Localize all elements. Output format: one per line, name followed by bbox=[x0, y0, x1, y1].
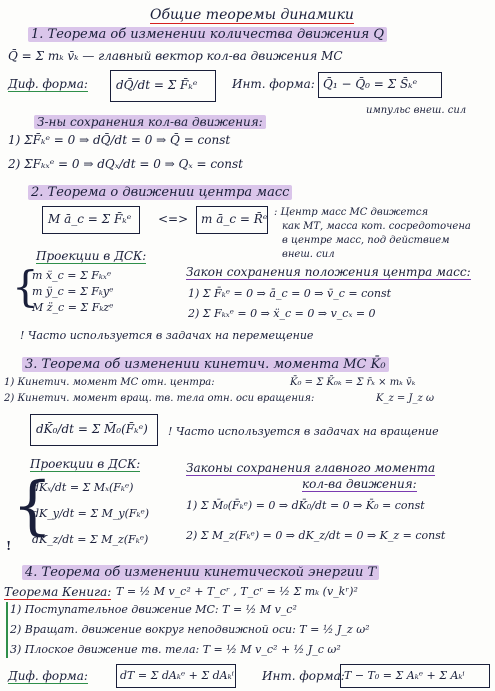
sec4-heading: 4. Теорема об изменении кинетической энергии T bbox=[22, 566, 379, 579]
sec3-law-heading: Законы сохранения главного момента bbox=[186, 461, 436, 475]
sec3-law-heading-2: кол-ва движения: bbox=[302, 477, 417, 491]
sec2-proj-y: m ÿ_c = Σ Fₖyᵉ bbox=[32, 285, 114, 298]
sec4-dif-label: Диф. форма: bbox=[8, 669, 88, 683]
sec3-law-2: 2) Σ M_z(Fₖᵉ) = 0 ⇒ dK_z/dt = 0 ⇒ K_z = const bbox=[186, 529, 446, 542]
sec2-note-3: в центре масс, под действием bbox=[282, 235, 450, 246]
sec2-note-1: : Центр масс МС движется bbox=[274, 207, 429, 218]
sec1-definition: Q̄ = Σ mₖ v̄ₖ — главный вектор кол-ва движения МС bbox=[8, 49, 343, 63]
sec2-proj-brace: { bbox=[12, 262, 39, 311]
sec4-int-label: Инт. форма: bbox=[262, 669, 345, 683]
sec4-koenig-formula: T = ½ M v_c² + T_cʳ , T_cʳ = ½ Σ mₖ (v_kʳ)² bbox=[116, 585, 358, 598]
sec3-proj-x: dKₓ/dt = Σ Mₓ(Fₖᵉ) bbox=[32, 481, 134, 494]
sec2-law-heading: Закон сохранения положения центра масс: bbox=[186, 265, 471, 279]
sec2-eq2: m ā_c = R̄ᵉ bbox=[201, 212, 268, 226]
sec4-int-formula: T − T₀ = Σ Aₖᵉ + Σ Aₖⁱ bbox=[344, 669, 465, 682]
sec4-case-1: 1) Поступательное движение МС: T = ½ M v_c² bbox=[10, 603, 297, 616]
sec2-law-1: 1) Σ F̄ₖᵉ = 0 ⇒ ā_c = 0 ⇒ v̄_c = const bbox=[188, 287, 392, 300]
sec3-def-1: 1) Кинетич. момент МС отн. центра: bbox=[4, 377, 215, 388]
sec3-def-2-formula: K_z = J_z ω bbox=[376, 393, 435, 404]
sec3-exclamation: ! bbox=[6, 539, 12, 553]
sec3-warning: ! Часто используется в задачах на вращение bbox=[168, 425, 439, 438]
sec3-proj-brace: { bbox=[12, 469, 53, 543]
sec1-dif-formula: dQ̄/dt = Σ F̄ₖᵉ bbox=[116, 78, 198, 92]
sec3-main-formula: dK̄₀/dt = Σ M̄₀(F̄ₖᵉ) bbox=[36, 422, 148, 436]
sec3-proj-z: dK_z/dt = Σ M_z(Fₖᵉ) bbox=[32, 533, 149, 546]
sec3-def-1-formula: K̄₀ = Σ K̄₀ₖ = Σ r̄ₖ × mₖ v̄ₖ bbox=[290, 377, 416, 388]
sec1-dif-label: Диф. форма: bbox=[8, 77, 88, 91]
sec1-cons-heading: З-ны сохранения кол-ва движения: bbox=[34, 116, 266, 128]
sec2-note-2: как МТ, масса кот. сосредоточена bbox=[282, 221, 471, 232]
page-title: Общие теоремы динамики bbox=[150, 7, 354, 23]
sec4-cases-bar bbox=[6, 602, 8, 658]
sec4-koenig-label: Теорема Кенига: bbox=[4, 585, 112, 599]
sec3-heading: 3. Теорема об изменении кинетич. момента МС K̄₀ bbox=[22, 358, 389, 371]
sec4-case-3: 3) Плоское движение тв. тела: T = ½ M v_c² + ½ J_c ω² bbox=[10, 643, 341, 656]
sec3-def-2: 2) Кинетич. момент вращ. тв. тела отн. оси вращения: bbox=[4, 393, 315, 404]
sec2-arrow: <=> bbox=[158, 212, 189, 226]
sec1-impulse-note: импульс внеш. сил bbox=[366, 105, 467, 116]
sec3-proj-heading: Проекции в ДСК: bbox=[30, 457, 141, 471]
sec3-law-1: 1) Σ M̄₀(F̄ₖᵉ) = 0 ⇒ dK̄₀/dt = 0 ⇒ K̄₀ = const bbox=[186, 499, 425, 512]
sec1-heading: 1. Теорема об изменении количества движения Q bbox=[28, 28, 387, 41]
sec2-law-2: 2) Σ Fₖₓᵉ = 0 ⇒ ẍ_c = 0 ⇒ v_cₓ = 0 bbox=[188, 307, 376, 320]
sec1-cons-1: 1) ΣF̄ₖᵉ = 0 ⇒ dQ̄/dt = 0 ⇒ Q̄ = const bbox=[8, 133, 231, 147]
sec2-eq1: M ā_c = Σ F̄ₖᵉ bbox=[48, 212, 132, 226]
sec1-int-formula: Q̄₁ − Q̄₀ = Σ S̄ₖᵉ bbox=[323, 77, 418, 91]
sec4-dif-formula: dT = Σ dAₖᵉ + Σ dAₖⁱ bbox=[120, 669, 234, 682]
sec2-proj-x: m ẍ_c = Σ Fₖₓᵉ bbox=[32, 269, 112, 282]
sec2-note-4: внеш. сил bbox=[282, 249, 335, 260]
sec3-proj-y: dK_y/dt = Σ M_y(Fₖᵉ) bbox=[32, 507, 150, 520]
sec2-proj-heading: Проекции в ДСК: bbox=[36, 249, 147, 263]
sec2-proj-z: M z̈_c = Σ Fₖzᵉ bbox=[32, 301, 114, 314]
sec2-heading: 2. Теорема о движении центра масс bbox=[28, 186, 292, 199]
sec2-warning: ! Часто используется в задачах на перемещение bbox=[20, 329, 314, 342]
sec4-case-2: 2) Вращат. движение вокруг неподвижной оси: T = ½ J_z ω² bbox=[10, 623, 370, 636]
sec1-int-label: Инт. форма: bbox=[232, 77, 315, 91]
sec1-cons-2: 2) ΣFₖₓᵉ = 0 ⇒ dQₓ/dt = 0 ⇒ Qₓ = const bbox=[8, 157, 243, 171]
